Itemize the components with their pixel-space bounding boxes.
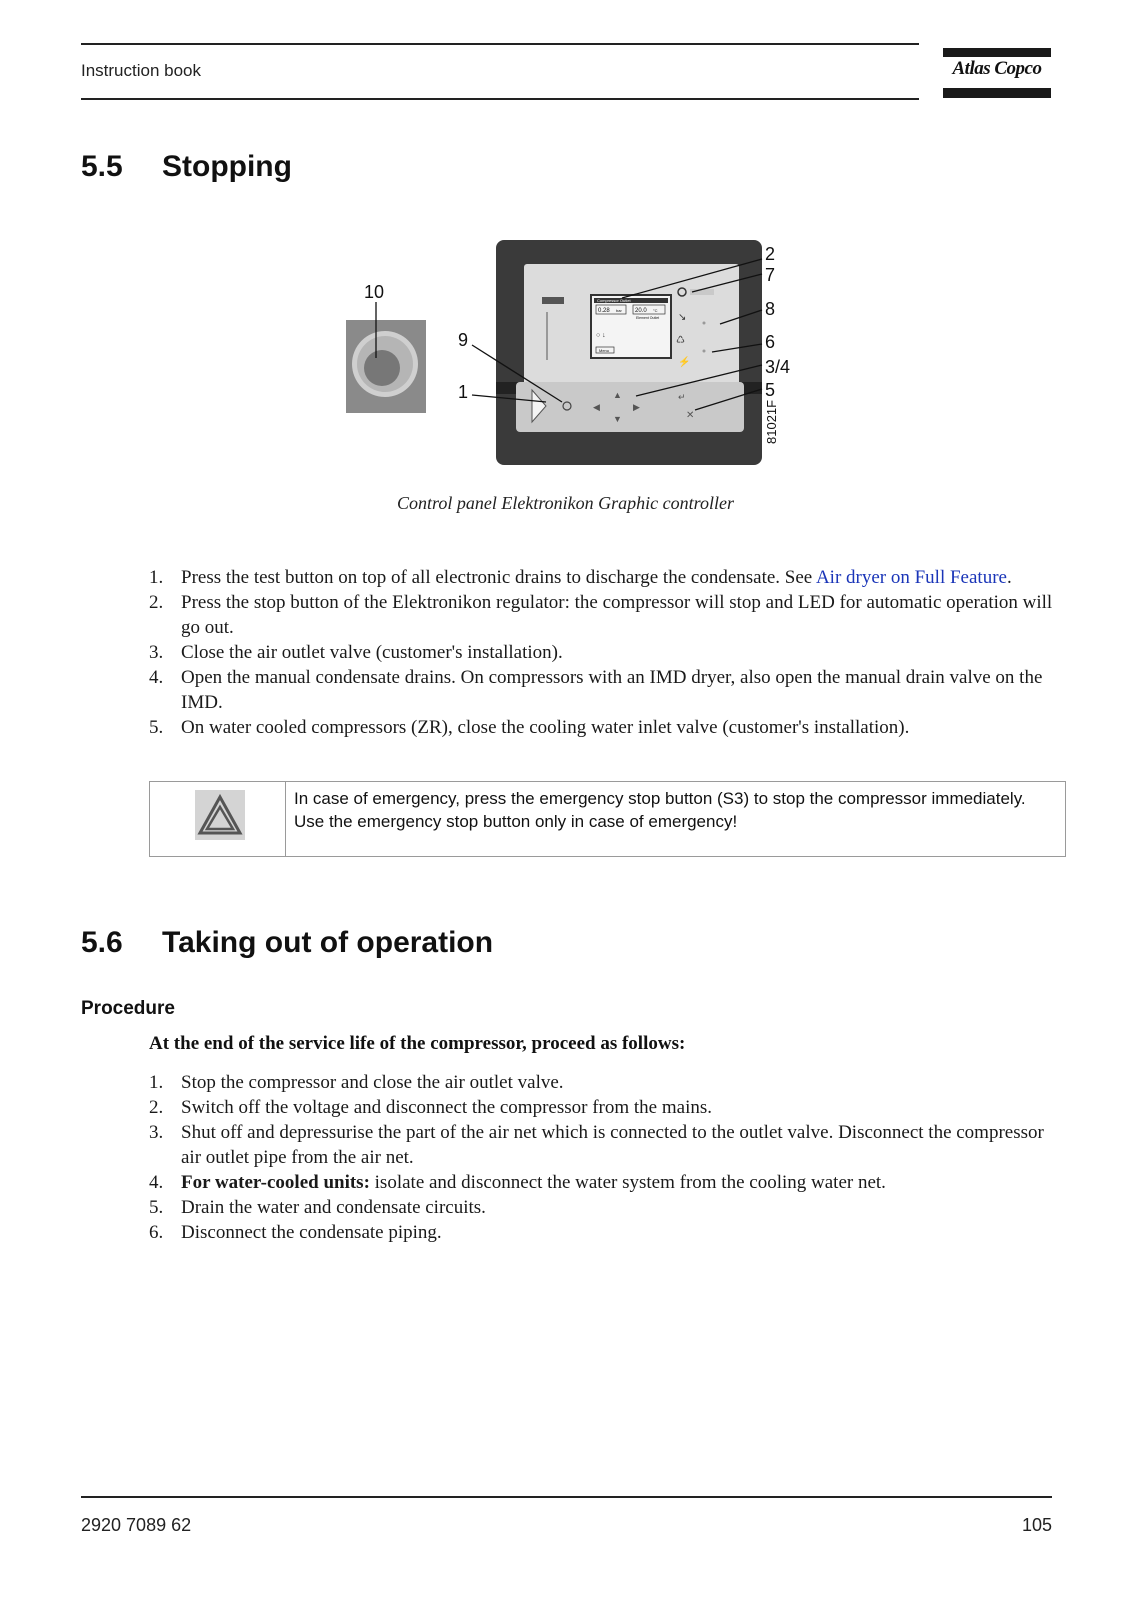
display-menu: Menu (599, 348, 610, 353)
document-number: 2920 7089 62 (81, 1515, 192, 1535)
svg-text:↵: ↵ (678, 392, 686, 402)
display-temperature: 20.0 (635, 308, 647, 314)
warning-icon-cell (150, 782, 286, 856)
warning-box (149, 781, 1066, 857)
figure-code: 81021F (764, 399, 779, 444)
warning-line-1: In case of emergency, press the emergency stop button (S3) to stop the compressor immediately. (294, 789, 1026, 808)
callout-6: 6 (765, 332, 776, 352)
warning-text (286, 782, 1034, 856)
list-item: 4. Open the manual condensate drains. On compressors with an IMD dryer, also open the manual drain valve on the IMD. (149, 667, 1043, 713)
display-pressure: 0.28 (598, 308, 610, 314)
svg-text:○ ↓: ○ ↓ (596, 332, 606, 339)
procedure-lead: At the end of the service life of the compressor, proceed as follows: (149, 1033, 686, 1054)
svg-text:◀: ◀ (593, 402, 600, 412)
list-item: 1. Stop the compressor and close the air outlet valve. (149, 1072, 564, 1093)
section-number: 5.6 (81, 926, 123, 959)
taking-out-steps (149, 1070, 1059, 1245)
list-item: 3. Close the air outlet valve (customer's installation). (149, 642, 563, 663)
header-title: Instruction book (81, 61, 202, 80)
svg-text:✕: ✕ (686, 410, 695, 421)
list-item: 2. Press the stop button of the Elektronikon regulator: the compressor will stop and LED for automatic operation will go out. (149, 592, 1053, 638)
atlas-copco-logo (943, 46, 1051, 100)
display-pressure-unit: bar (616, 308, 622, 313)
callout-7: 7 (765, 265, 776, 285)
callout-10: 10 (364, 282, 385, 302)
svg-text:♺: ♺ (676, 335, 685, 346)
stopping-steps (149, 565, 1059, 740)
list-item: 2. Switch off the voltage and disconnect the compressor from the mains. (149, 1097, 712, 1118)
header-rule-top (81, 43, 919, 45)
control-panel-figure (340, 240, 820, 470)
figure-caption: Control panel Elektronikon Graphic controller (397, 493, 734, 513)
air-dryer-link[interactable]: Air dryer on Full Feature (815, 567, 1007, 588)
callout-2: 2 (765, 244, 776, 264)
section-number: 5.5 (81, 150, 123, 183)
callout-8: 8 (765, 299, 776, 319)
callout-1: 1 (458, 382, 469, 402)
list-item: 5. Drain the water and condensate circuits. (149, 1197, 486, 1218)
section-heading-taking-out (81, 926, 493, 960)
warning-triangle-icon (195, 790, 245, 840)
svg-text:▶: ▶ (633, 402, 640, 412)
procedure-heading: Procedure (81, 998, 175, 1019)
emergency-stop-button-illustration (346, 320, 426, 413)
svg-text:⚡: ⚡ (678, 357, 691, 368)
list-item: 1. Press the test button on top of all electronic drains to discharge the condensate. See Air dryer on Full Feature. (149, 567, 1012, 588)
svg-text:↘: ↘ (678, 312, 687, 323)
callout-5: 5 (765, 380, 776, 400)
callout-3-4: 3/4 (765, 357, 791, 377)
brand-name: Atlas Copco (952, 58, 1042, 79)
callout-9: 9 (458, 330, 469, 350)
display-header: Compressor Outlet (597, 298, 631, 303)
page-number: 105 (1021, 1515, 1052, 1535)
display-temperature-label: Element Outlet (636, 316, 660, 320)
display-temperature-unit: °C (653, 308, 658, 313)
svg-text:▼: ▼ (613, 414, 622, 424)
list-item: 6. Disconnect the condensate piping. (149, 1222, 442, 1243)
header-rule-bottom (81, 98, 919, 100)
section-title: Taking out of operation (162, 926, 494, 959)
list-item: 4. For water-cooled units: isolate and disconnect the water system from the cooling water net. (149, 1172, 886, 1193)
section-title: Stopping (162, 150, 292, 183)
section-heading-stopping (81, 150, 292, 184)
warning-line-2: Use the emergency stop button only in case of emergency! (294, 812, 738, 831)
svg-text:▲: ▲ (613, 390, 622, 400)
list-item: 3. Shut off and depressurise the part of the air net which is connected to the outlet valve. Disconnect the compressor air outlet pipe from the air net. (149, 1122, 1044, 1168)
footer-rule (81, 1496, 1052, 1498)
list-item: 5. On water cooled compressors (ZR), close the cooling water inlet valve (customer's installation). (149, 717, 910, 738)
